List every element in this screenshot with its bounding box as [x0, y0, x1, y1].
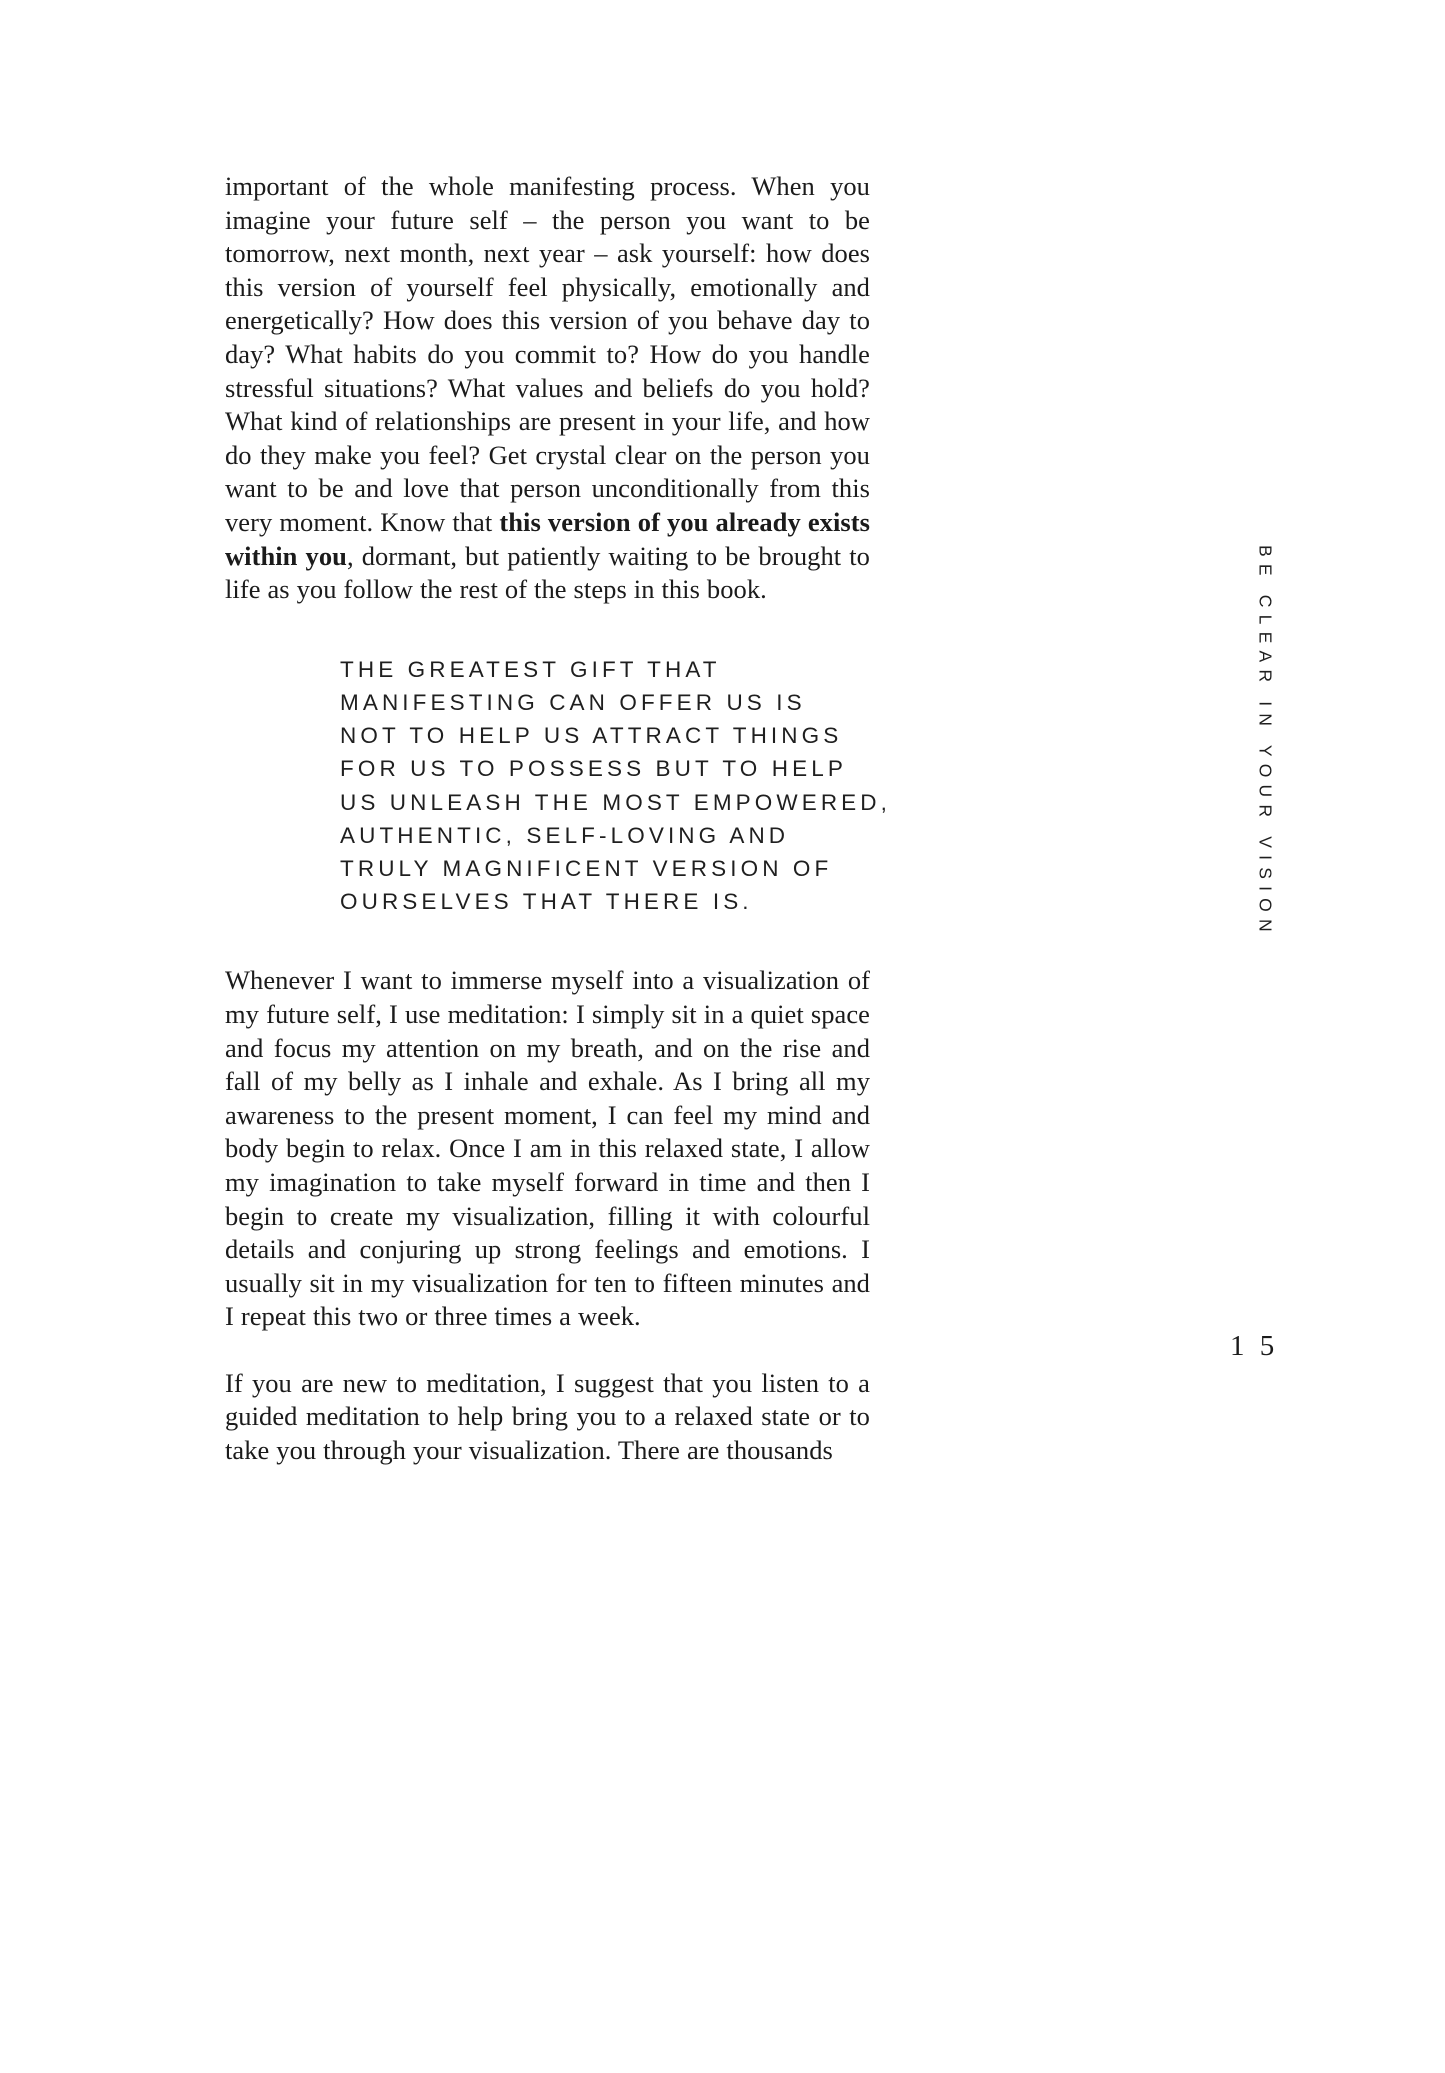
- pull-quote-line: US UNLEASH THE MOST EMPOWERED,: [340, 789, 891, 815]
- pull-quote-line: THE GREATEST GIFT THAT: [340, 656, 721, 682]
- paragraph-three: If you are new to meditation, I suggest that you listen to a guided meditation to help bring you to a relaxed state or to take you through your visualization. There are thousands: [225, 1367, 870, 1466]
- pull-quote-line: NOT TO HELP US ATTRACT THINGS: [340, 723, 843, 749]
- running-head-label: BE CLEAR IN YOUR VISION: [1255, 545, 1276, 939]
- pull-quote-line: AUTHENTIC, SELF-LOVING AND: [340, 822, 790, 848]
- paragraph-two: Whenever I want to immerse myself into a visualization of my future self, I use meditation: I simply sit in a quiet space and focus my attention on my breath, and on the rise and fall of my belly as I inhale and exhale. As I bring all my awareness to the present moment, I can feel my mind and body begin to relax. Once I am in this relaxed state, I allow my imagination to take myself forward in time and then I begin to create my visualization, filling it with colourful details and conjuring up strong feelings and emotions. I usually sit in my visualization for ten to fifteen minutes and I repeat this two or three times a week.: [225, 965, 870, 1332]
- paragraph-one-emphasis: this version of you already exists within you: [225, 506, 870, 571]
- pull-quote-line: OURSELVES THAT THERE IS.: [340, 889, 753, 915]
- pull-quote-line: MANIFESTING CAN OFFER US IS: [340, 689, 806, 715]
- pull-quote-line: TRULY MAGNIFICENT VERSION OF: [340, 855, 833, 881]
- paragraph-one-tail: , dormant, but patiently waiting to be brought to life as you follow the rest of the steps in this book.: [225, 540, 870, 605]
- paragraph-one-lead: important of the whole manifesting process. When you imagine your future self – the person you want to be tomorrow, next month, next year – ask yourself: how does this version of yourself feel physically, emotionally and energetically? How does this version of you behave day to day? What habits do you commit to? How do you handle stressful situations? What values and beliefs do you hold? What kind of relationships are present in your life, and how do they make you feel? Get crystal clear on the person you want to be and love that person unconditionally from this very moment. Know that: [225, 171, 870, 537]
- page-number: 1 5: [1230, 1330, 1279, 1362]
- running-head: [1245, 545, 1285, 1005]
- pull-quote-line: FOR US TO POSSESS BUT TO HELP: [340, 756, 847, 782]
- text-column: [225, 170, 891, 1468]
- paragraph-one: [225, 170, 870, 607]
- pull-quote: [265, 653, 891, 919]
